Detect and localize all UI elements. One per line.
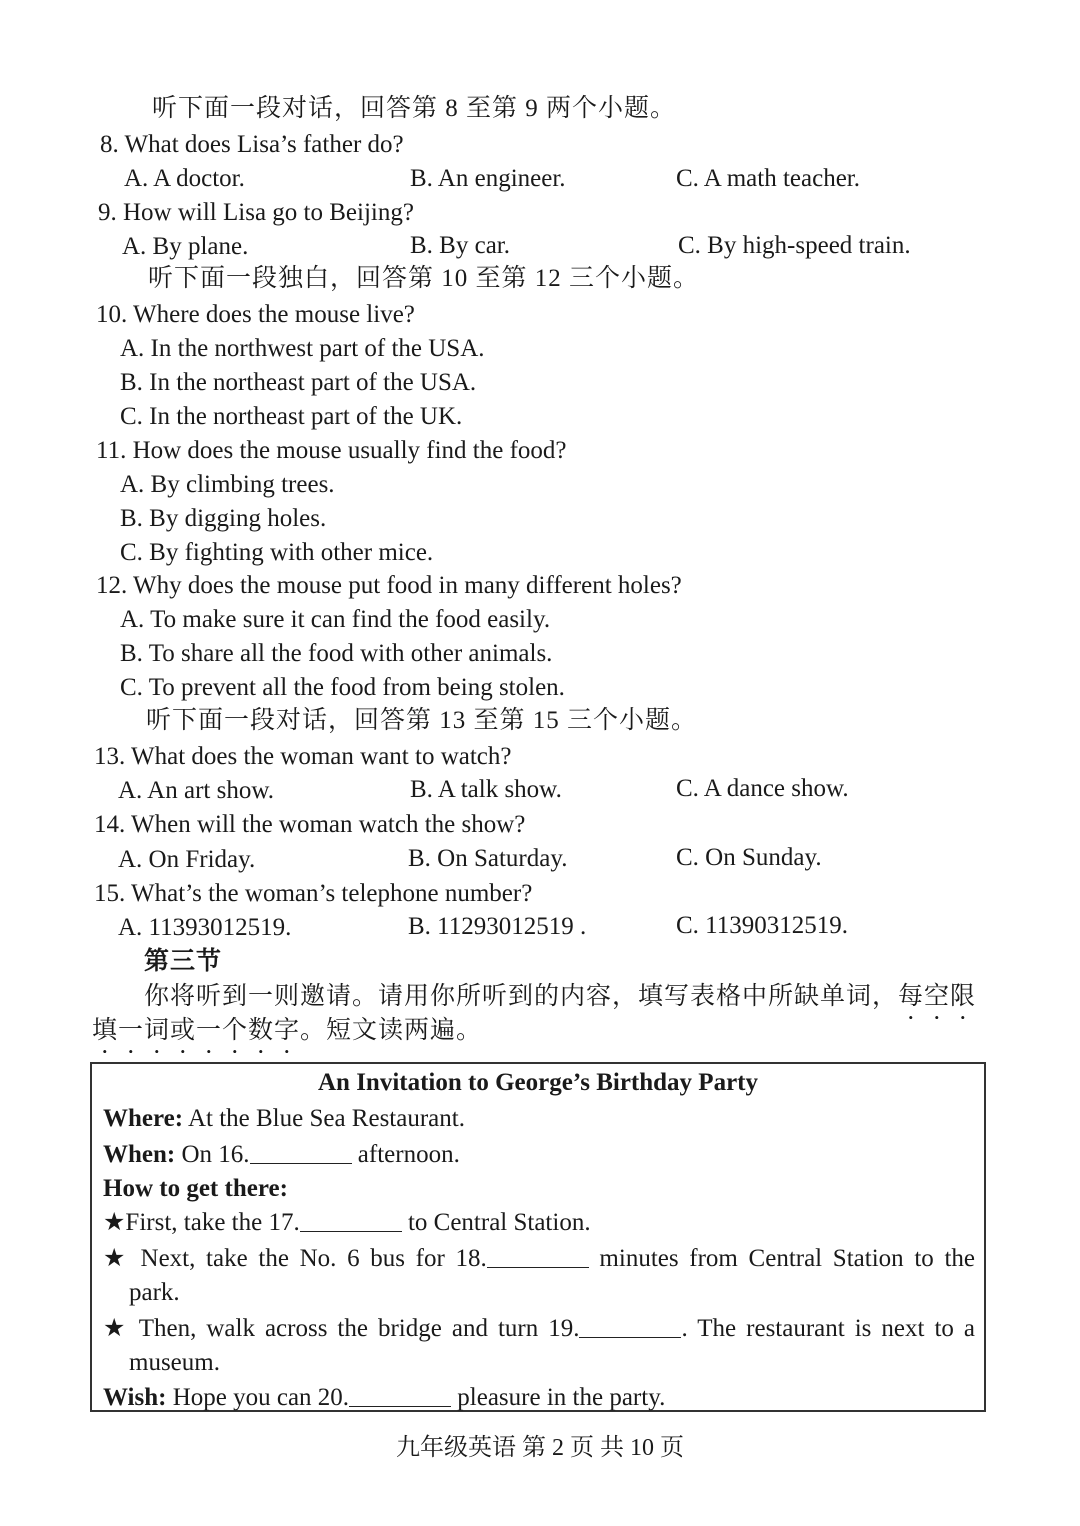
question-10-option-c: C. In the northeast part of the UK. [120, 403, 463, 430]
how-label: How to get there: [103, 1175, 288, 1202]
when-post: afternoon. [351, 1141, 460, 1168]
step-3-continuation: museum. [129, 1349, 220, 1376]
question-11-stem: 11. How does the mouse usually find the food? [96, 437, 567, 464]
question-10-option-a: A. In the northwest part of the USA. [120, 335, 485, 362]
where-label: Where: [103, 1105, 184, 1132]
blank-19[interactable] [579, 1315, 681, 1338]
instruction-emphasis: 填一词或一个数字 [92, 1017, 301, 1044]
where-text: At the Blue Sea Restaurant. [183, 1105, 465, 1132]
star-icon: ★ [103, 1315, 130, 1342]
question-9-option-a: A. By plane. [122, 233, 249, 260]
instruction-text: 你将听到一则邀请。请用你所听到的内容，填写表格中所缺单词， [144, 983, 899, 1010]
star-icon: ★ [103, 1245, 130, 1272]
wish-pre: Hope you can 20. [166, 1384, 350, 1411]
question-15-option-a: A. 11393012519. [118, 914, 292, 941]
question-8-option-b: B. An engineer. [410, 165, 566, 192]
section-3-heading: 第三节 [144, 948, 223, 975]
step-3-post: . The restaurant is next to a [681, 1315, 975, 1342]
question-15-option-c: C. 11390312519. [676, 912, 848, 939]
instruction-text: 。短文读两遍。 [300, 1017, 483, 1044]
question-15-stem: 15. What’s the woman’s telephone number? [94, 880, 533, 907]
wish-label: Wish: [103, 1384, 167, 1411]
instruction-emphasis: 每空限 [898, 983, 977, 1010]
question-9-option-b: B. By car. [410, 232, 510, 259]
blank-16[interactable] [250, 1141, 352, 1164]
question-9-option-c: C. By high-speed train. [678, 232, 911, 259]
question-12-option-b: B. To share all the food with other animals. [120, 640, 553, 667]
blank-18[interactable] [487, 1245, 589, 1268]
where-row [103, 1104, 465, 1134]
page-footer: 九年级英语 第 2 页 共 10 页 [396, 1435, 684, 1461]
step-2-row [103, 1244, 975, 1274]
question-12-option-a: A. To make sure it can find the food easily. [120, 606, 551, 633]
step-1-pre: First, take the 17. [125, 1209, 300, 1236]
question-8-stem: 8. What does Lisa’s father do? [100, 131, 404, 158]
question-10-option-b: B. In the northeast part of the USA. [120, 369, 477, 396]
question-12-stem: 12. Why does the mouse put food in many different holes? [96, 572, 682, 599]
question-14-option-a: A. On Friday. [118, 846, 256, 873]
section-3-instruction-line2 [92, 1016, 482, 1059]
question-12-option-c: C. To prevent all the food from being stolen. [120, 674, 565, 701]
invitation-table [90, 1062, 986, 1412]
question-13-stem: 13. What does the woman want to watch? [94, 743, 512, 770]
step-2-post: minutes from Central Station to the [588, 1245, 975, 1272]
step-1-row [103, 1208, 591, 1238]
wish-row [103, 1383, 665, 1413]
question-8-option-a: A. A doctor. [124, 165, 245, 192]
instruction-q13-15: 听下面一段对话，回答第 13 至第 15 三个小题。 [146, 707, 698, 734]
question-8-option-c: C. A math teacher. [676, 165, 860, 192]
question-11-option-c: C. By fighting with other mice. [120, 539, 434, 566]
question-14-option-c: C. On Sunday. [676, 844, 822, 871]
question-13-option-b: B. A talk show. [410, 776, 562, 803]
when-pre: On 16. [175, 1141, 250, 1168]
question-13-option-c: C. A dance show. [676, 775, 849, 802]
question-11-option-b: B. By digging holes. [120, 505, 327, 532]
blank-20[interactable] [349, 1384, 451, 1407]
question-13-option-a: A. An art show. [118, 777, 275, 804]
when-row [103, 1140, 460, 1170]
star-icon: ★ [103, 1209, 126, 1236]
step-2-continuation: park. [129, 1279, 180, 1306]
step-3-pre: Then, walk across the bridge and turn 19. [138, 1315, 580, 1342]
when-label: When: [103, 1141, 176, 1168]
instruction-q10-12: 听下面一段独白，回答第 10 至第 12 三个小题。 [148, 265, 700, 292]
step-3-row [103, 1314, 975, 1344]
step-2-pre: Next, take the No. 6 bus for 18. [140, 1245, 487, 1272]
step-1-post: to Central Station. [401, 1209, 591, 1236]
wish-post: pleasure in the party. [451, 1384, 666, 1411]
question-15-option-b: B. 11293012519 . [408, 913, 587, 940]
question-9-stem: 9. How will Lisa go to Beijing? [98, 199, 414, 226]
invitation-title: An Invitation to George’s Birthday Party [317, 1069, 758, 1096]
question-11-option-a: A. By climbing trees. [120, 471, 335, 498]
question-10-stem: 10. Where does the mouse live? [96, 301, 415, 328]
question-14-option-b: B. On Saturday. [408, 845, 568, 872]
question-14-stem: 14. When will the woman watch the show? [94, 811, 526, 838]
blank-17[interactable] [300, 1209, 402, 1232]
instruction-q8-9: 听下面一段对话，回答第 8 至第 9 两个小题。 [152, 95, 677, 122]
